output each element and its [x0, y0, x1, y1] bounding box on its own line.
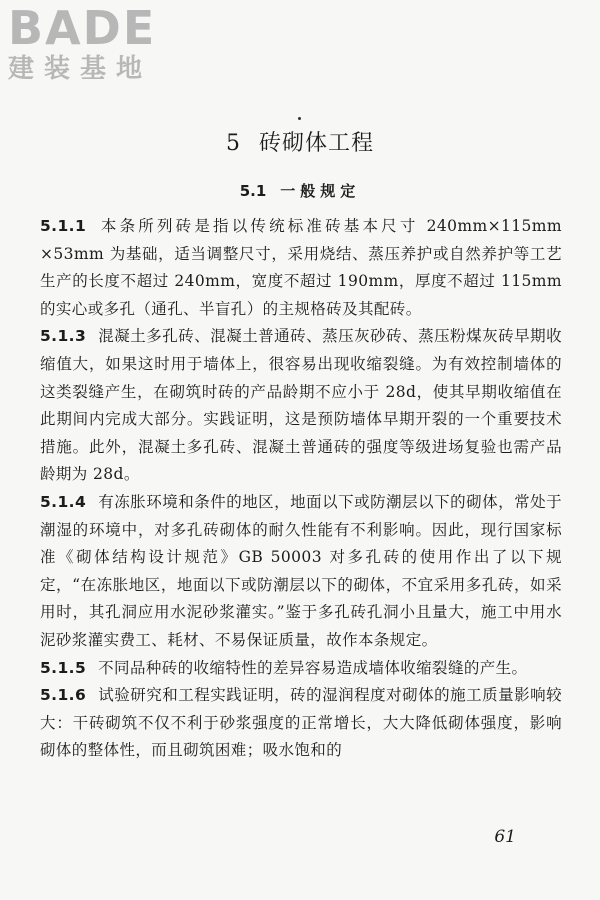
bade-watermark [8, 1, 157, 84]
clause-text: 有冻胀环境和条件的地区，地面以下或防潮层以下的砌体，常处于潮湿的环境中，对多孔砖砌体的耐久性能有不利影响。因此，现行国家标准《砌体结构设计规范》GB 50003 对多孔砖的使用作出了以下规定，“在冻胀地区，地面以下或防潮层以下的砌体，不宜采用多孔砖，如采用时，其孔洞应用水泥砂浆灌实。”鉴于多孔砖孔洞小且量大，施工中用水泥砂浆灌实费工、耗材、不易保证质量，故作本条规定。 [40, 492, 562, 649]
watermark-subtitle: 建装基地 [8, 54, 153, 84]
chapter-title [0, 126, 600, 157]
body-content [40, 213, 562, 765]
clause-number: 5.1.6 [40, 686, 87, 705]
clause-paragraph [40, 323, 562, 489]
clause-paragraph [40, 655, 562, 683]
section-number: 5.1 [239, 182, 267, 200]
watermark-logo: BADE [8, 1, 157, 55]
section-title-text: 一般规定 [280, 182, 361, 200]
clause-number: 5.1.1 [40, 217, 87, 235]
clause-text: 混凝土多孔砖、混凝土普通砖、蒸压灰砂砖、蒸压粉煤灰砖早期收缩值大，如果这时用于墙体上，很容易出现收缩裂缝。为有效控制墙体的这类裂缝产生，在砌筑时砖的产品龄期不应小于 28d，使其早期收缩值在此期间内完成大部分。实践证明，这是预防墙体早期开裂的一个重要技术措施。此外，混凝土多孔砖、混凝土普通砖的强度等级进场复验也需产品龄期为 28d。 [40, 327, 562, 484]
chapter-number: 5 [225, 131, 241, 156]
clause-text: 不同品种砖的收缩特性的差异容易造成墙体收缩裂缝的产生。 [98, 658, 528, 677]
clause-number: 5.1.4 [40, 492, 87, 511]
clause-number: 5.1.3 [40, 327, 87, 346]
clause-text: 试验研究和工程实践证明，砖的湿润程度对砌体的施工质量影响较大：干砖砌筑不仅不利于砂浆强度的正常增长，大大降低砌体强度，影响砌体的整体性，而且砌筑困难；吸水饱和的 [40, 686, 562, 760]
page-number: 61 [494, 827, 516, 847]
decorative-dot [298, 117, 301, 120]
section-title [0, 180, 600, 201]
clause-number: 5.1.5 [40, 658, 87, 677]
chapter-title-text: 砖砌体工程 [258, 131, 374, 156]
clause-text: 本条所列砖是指以传统标准砖基本尺寸 240mm×115mm ×53mm 为基础，适当调整尺寸，采用烧结、蒸压养护或自然养护等工艺生产的长度不超过 240mm，宽度不超过 190mm，厚度不超过 115mm 的实心或多孔（通孔、半盲孔）的主规格砖及其配砖。 [40, 217, 562, 318]
clause-paragraph [40, 213, 562, 323]
clause-paragraph [40, 682, 562, 765]
clause-paragraph [40, 489, 562, 655]
